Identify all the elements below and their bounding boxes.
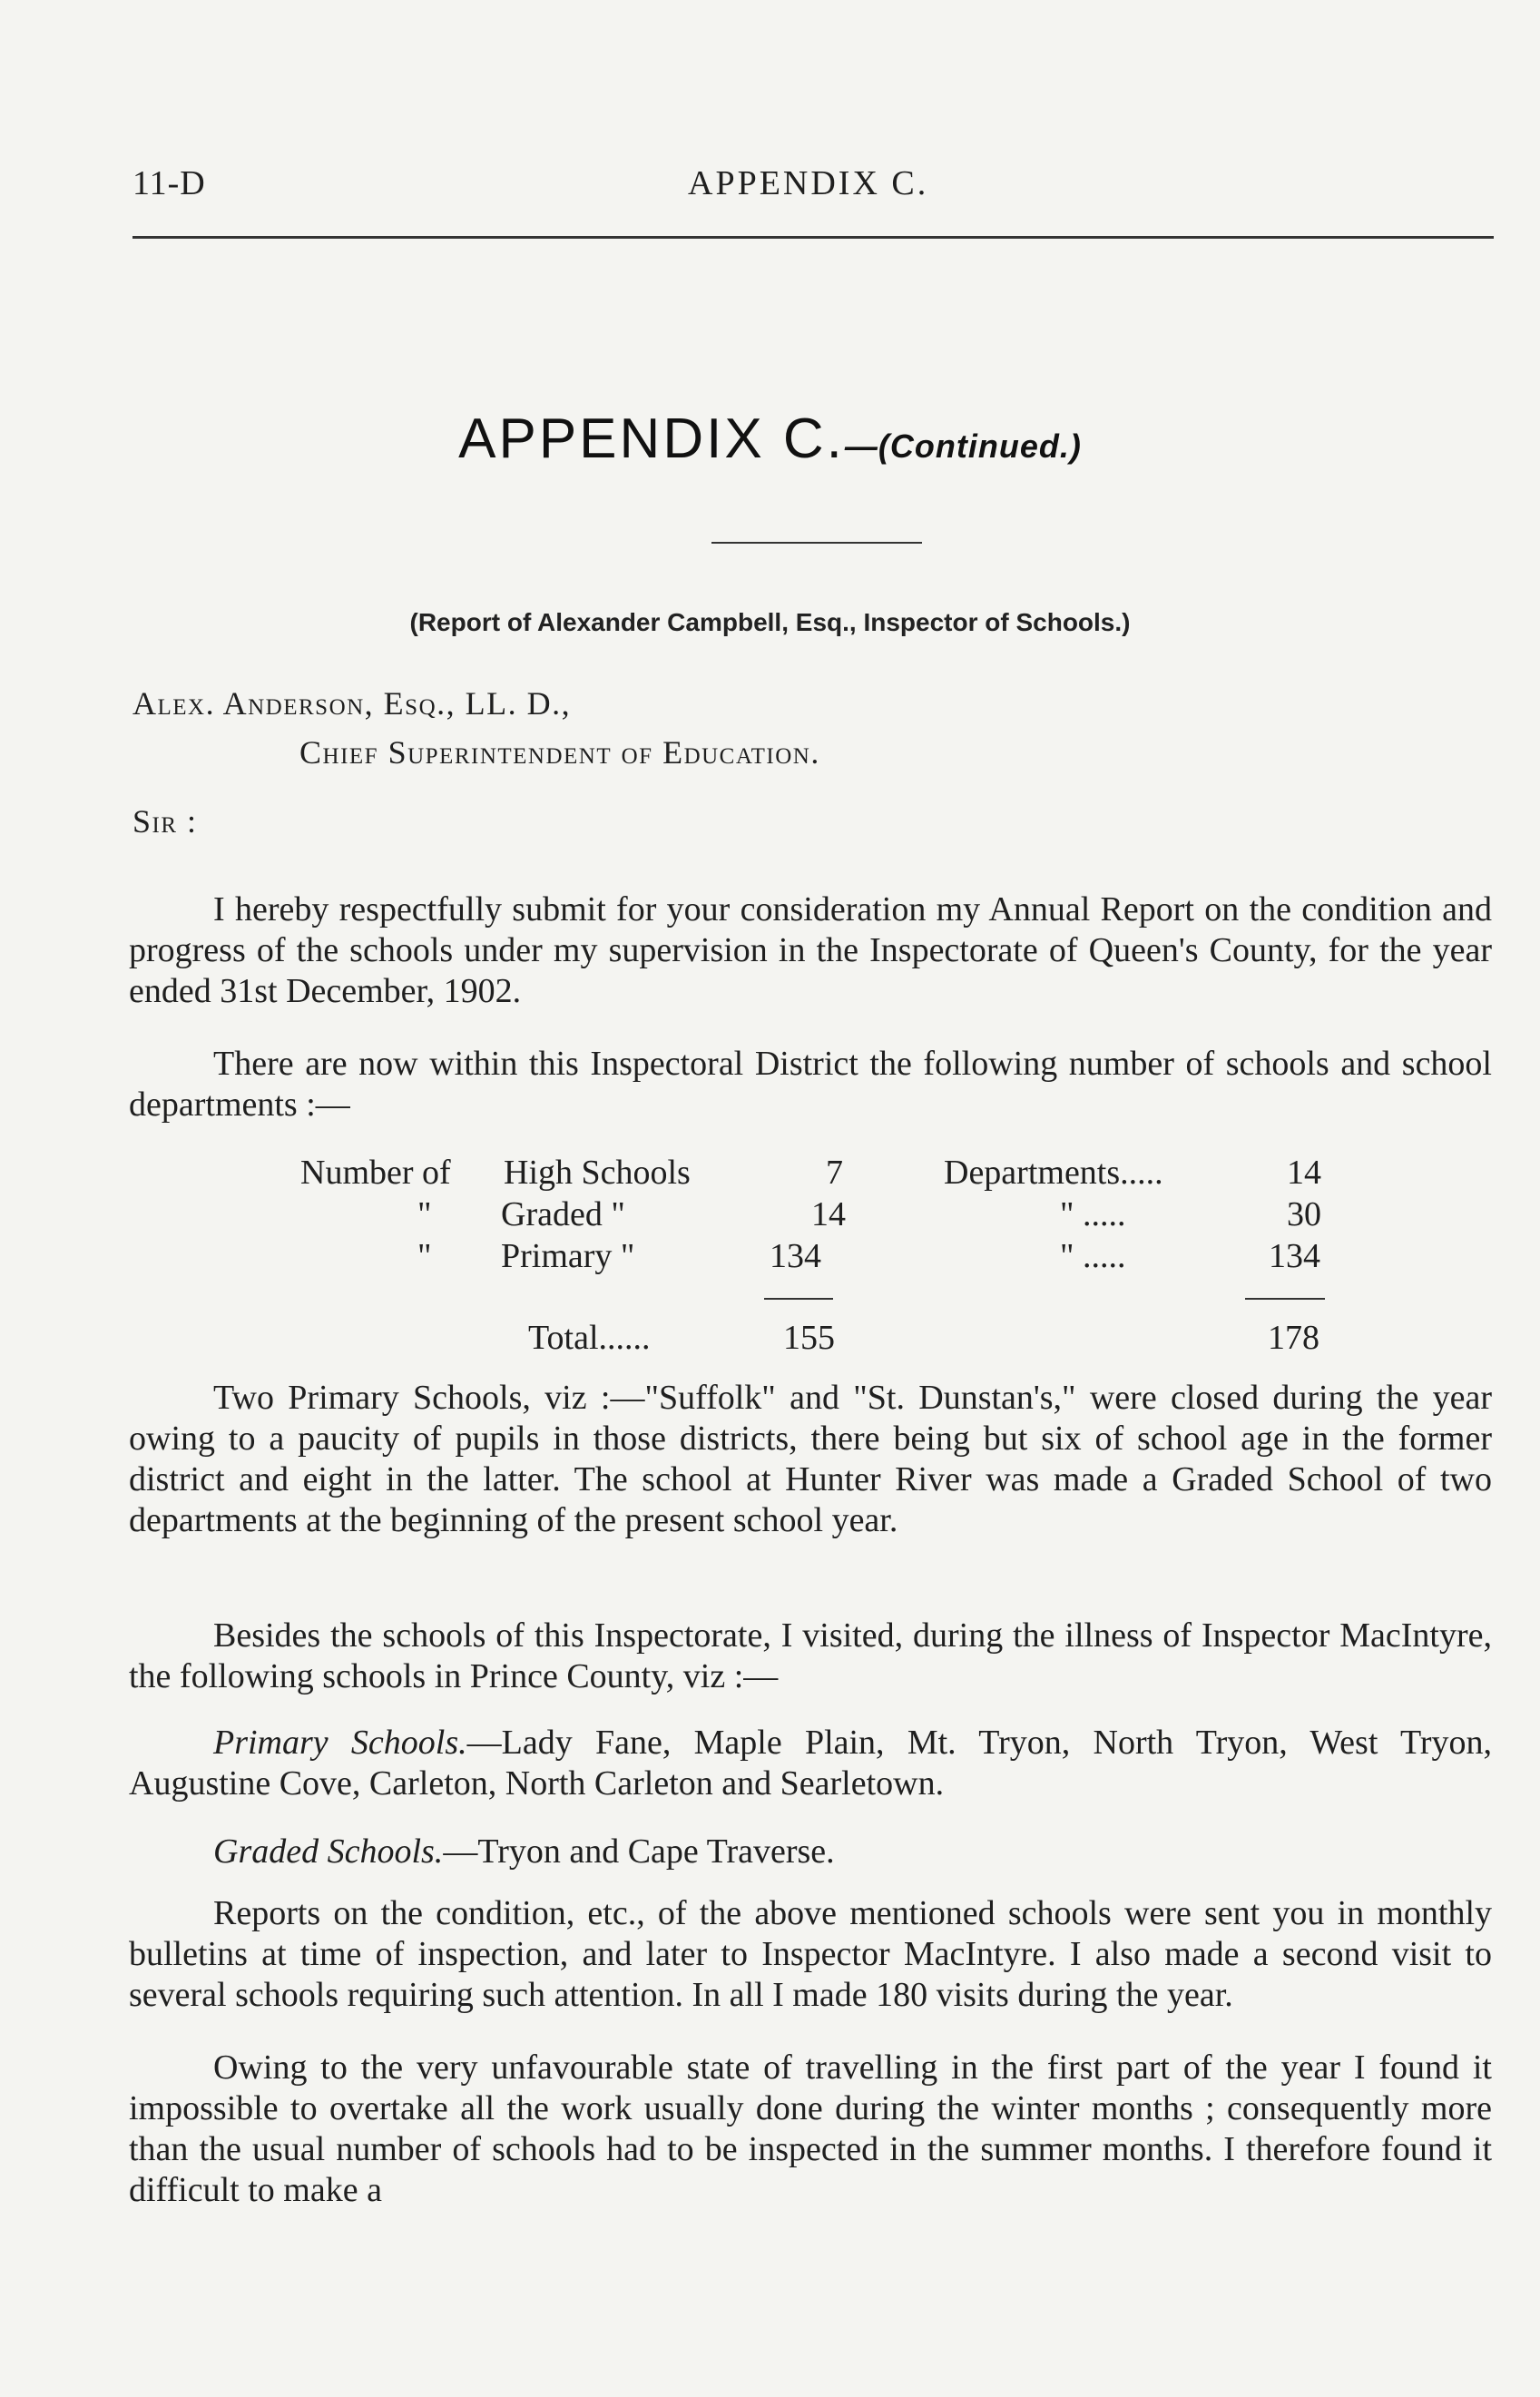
page-title — [0, 407, 1540, 471]
schools-table — [0, 1153, 1540, 1370]
graded-schools-list: —Tryon and Cape Traverse. — [443, 1832, 835, 1871]
row-label: Primary " — [501, 1237, 635, 1275]
title-main: APPENDIX C. — [458, 408, 845, 470]
total-rule-departments — [1245, 1298, 1325, 1300]
row-departments: 14 — [1287, 1154, 1321, 1192]
title-continued: —(Continued.) — [844, 427, 1082, 465]
running-header — [132, 163, 1494, 218]
row-label: High Schools — [504, 1154, 691, 1192]
page-number: 11-D — [132, 164, 206, 202]
row-schools: 7 — [826, 1154, 843, 1192]
primary-schools-list: —Lady Fane, Maple Plain, Mt. Tryon, North Tryon, West Tryon, Augustine Cove, Carleton, North Carleton and Searletown. — [129, 1724, 1492, 1803]
running-title: APPENDIX C. — [688, 164, 929, 202]
row-departments: 134 — [1269, 1237, 1320, 1275]
paragraph-graded-schools — [129, 1832, 1492, 1872]
greeting: Sir : — [132, 803, 198, 840]
paragraph-closures: Two Primary Schools, viz :—"Suffolk" and "St. Dunstan's," were closed during the year owing to a paucity of pupils in those districts, there being but six of school age in the former district and eight in the latter. The school at Hunter River was made a Graded School of two departments at the beginning of the present school year. — [129, 1379, 1492, 1539]
row-schools: 14 — [811, 1195, 846, 1233]
graded-schools-lead: Graded Schools. — [213, 1832, 444, 1871]
row-dept-label: Departments..... — [944, 1154, 1163, 1192]
paragraph-reports: Reports on the condition, etc., of the above mentioned schools were sent you in monthly bulletins at time of inspection, and later to Inspector MacIntyre. I also made a second visit to several schools requiring such attention. In all I made 180 visits during the year. — [129, 1894, 1492, 2014]
row-label: Graded " — [501, 1195, 625, 1233]
header-rule — [132, 236, 1494, 239]
row-dept-label: " ..... — [1060, 1195, 1126, 1233]
paragraph-intro: I hereby respectfully submit for your consideration my Annual Report on the condition and progress of the schools under my supervision in the Inspectorate of Queen's County, for the year ended 31st December, 1902. — [129, 890, 1492, 1010]
paragraph-district: There are now within this Inspectoral District the following number of schools and school departments :— — [129, 1045, 1492, 1124]
total-schools: 155 — [783, 1319, 835, 1357]
table-prefix: Number of — [300, 1154, 451, 1192]
total-label: Total...... — [528, 1319, 651, 1357]
total-departments: 178 — [1268, 1319, 1319, 1357]
addressee-position: Chief Superintendent of Education. — [299, 734, 820, 771]
primary-schools-lead: Primary Schools. — [213, 1724, 467, 1762]
report-attribution: (Report of Alexander Campbell, Esq., Inspector of Schools.) — [409, 608, 1131, 636]
total-rule-schools — [764, 1298, 833, 1300]
title-rule — [711, 542, 922, 544]
paragraph-travel: Owing to the very unfavourable state of travelling in the first part of the year I found it impossible to overtake all the work usually done during the winter months ; consequently more than the usual number of schools had to be inspected in the summer months. I therefore found it difficult to make a — [129, 2048, 1492, 2209]
row-departments: 30 — [1287, 1195, 1321, 1233]
row-ditto: " — [417, 1237, 432, 1275]
paragraph-primary-schools — [129, 1723, 1492, 1804]
addressee: Alex. Anderson, Esq., LL. D., — [132, 685, 572, 722]
row-schools: 134 — [770, 1237, 821, 1275]
paragraph-visits: Besides the schools of this Inspectorate, I visited, during the illness of Inspector MacIntyre, the following schools in Prince County, viz :— — [129, 1616, 1492, 1695]
row-dept-label: " ..... — [1060, 1237, 1126, 1275]
row-ditto: " — [417, 1195, 432, 1233]
